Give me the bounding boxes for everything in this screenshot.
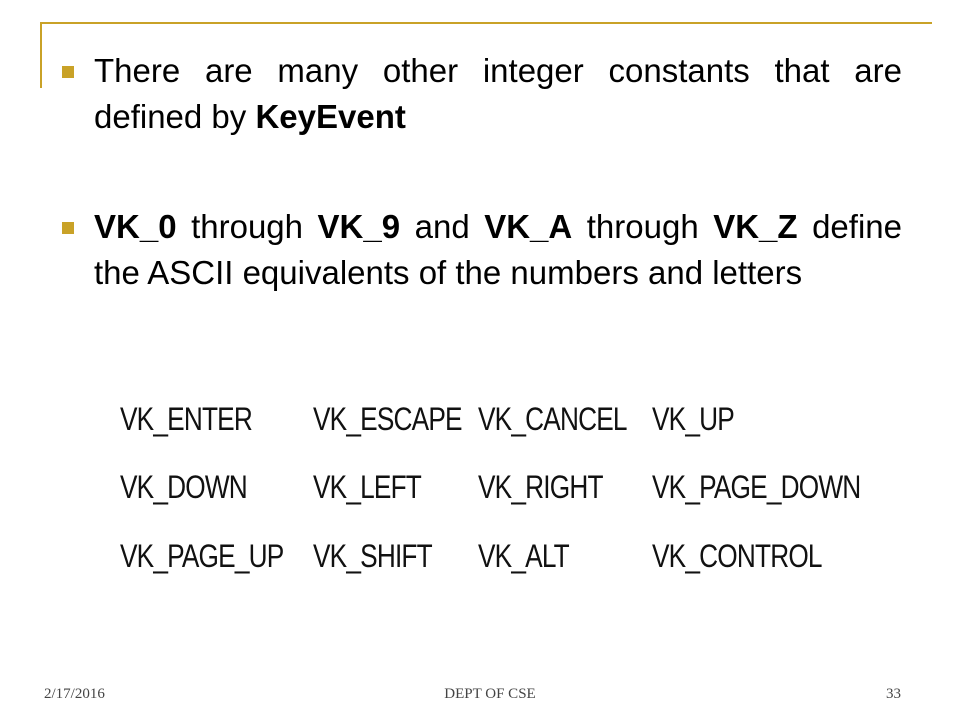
constant-cell: VK_ESCAPE <box>313 401 462 437</box>
bullet-bold-vk9: VK_9 <box>317 208 401 245</box>
bullet-item-vk-range <box>62 204 902 296</box>
bullet-bold-keyevent: KeyEvent <box>255 98 406 135</box>
bullet-bold-vka: VK_A <box>484 208 573 245</box>
constant-cell: VK_ALT <box>478 538 569 574</box>
page-number: 33 <box>886 686 901 702</box>
footer-department: DEPT OF CSE <box>444 686 536 702</box>
bullet-list <box>62 48 902 296</box>
constant-cell: VK_LEFT <box>313 469 422 505</box>
bullet-text: through <box>572 208 714 245</box>
constant-cell: VK_RIGHT <box>478 469 603 505</box>
bullet-text: define the ASCII equivalents of the numbers and letters <box>94 208 902 291</box>
bullet-bold-vk0: VK_0 <box>94 208 177 245</box>
bullet-text: There are many other integer constants that are defined by <box>94 52 902 135</box>
constant-cell: VK_CANCEL <box>478 401 627 437</box>
keycode-constants-table <box>105 388 865 588</box>
square-bullet-icon <box>62 66 74 78</box>
bullet-item-keyevent <box>62 48 902 140</box>
constant-cell: VK_ENTER <box>120 401 252 437</box>
constant-cell: VK_DOWN <box>120 469 247 505</box>
bullet-bold-vkz: VK_Z <box>713 208 798 245</box>
constant-cell: VK_CONTROL <box>652 538 822 574</box>
bullet-text: and <box>400 208 485 245</box>
corner-rule-vertical <box>40 22 42 88</box>
corner-rule-horizontal <box>40 22 932 24</box>
bullet-text: through <box>176 208 318 245</box>
constant-cell: VK_PAGE_UP <box>120 538 284 574</box>
square-bullet-icon <box>62 222 74 234</box>
footer-date: 2/17/2016 <box>44 686 105 702</box>
constant-cell: VK_UP <box>652 401 734 437</box>
constant-cell: VK_SHIFT <box>313 538 432 574</box>
constant-cell: VK_PAGE_DOWN <box>652 469 861 505</box>
